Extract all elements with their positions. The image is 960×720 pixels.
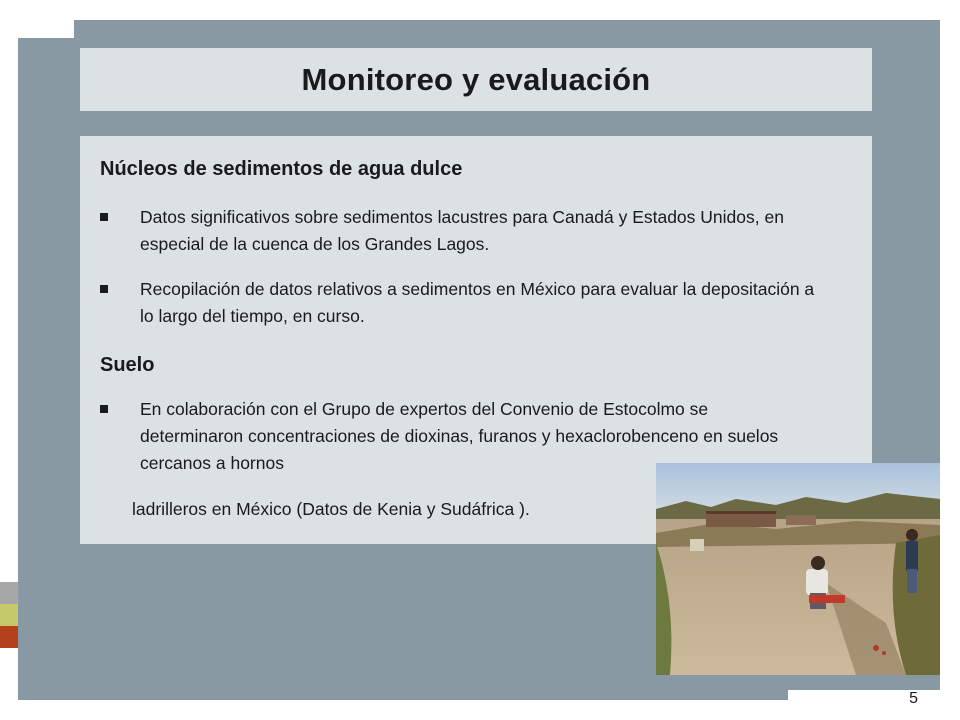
bullet-continuation-text: ladrilleros en México (Datos de Kenia y Sudáfrica ). bbox=[132, 499, 530, 519]
section-heading-sediments: Núcleos de sedimentos de agua dulce bbox=[100, 158, 463, 180]
bullet-text: En colaboración con el Grupo de expertos del Convenio de Estocolmo se determinaron concentraciones de dioxinas, furanos y hexaclorobenceno en suelos cercanos a hornos bbox=[140, 399, 779, 473]
slide-number: 5 bbox=[909, 690, 918, 707]
accent-bar-gray bbox=[0, 582, 18, 604]
accent-bar-green bbox=[0, 604, 18, 626]
square-bullet-icon bbox=[100, 213, 108, 221]
square-bullet-icon bbox=[100, 405, 108, 413]
section-heading-soil: Suelo bbox=[100, 354, 155, 376]
square-bullet-icon bbox=[100, 285, 108, 293]
slide-title: Monitoreo y evaluación bbox=[301, 61, 651, 97]
title-panel bbox=[80, 48, 872, 111]
field-sampling-photo bbox=[656, 463, 940, 675]
top-notch bbox=[18, 20, 74, 38]
bullet-item bbox=[100, 276, 820, 330]
bullet-text: Datos significativos sobre sedimentos lacustres para Canadá y Estados Unidos, en especial de la cuenca de los Grandes Lagos. bbox=[140, 207, 784, 254]
bullet-item bbox=[100, 204, 820, 258]
bullet-text: Recopilación de datos relativos a sedimentos en México para evaluar la depositación a lo largo del tiempo, en curso. bbox=[140, 279, 815, 326]
accent-bar-rust bbox=[0, 626, 18, 648]
